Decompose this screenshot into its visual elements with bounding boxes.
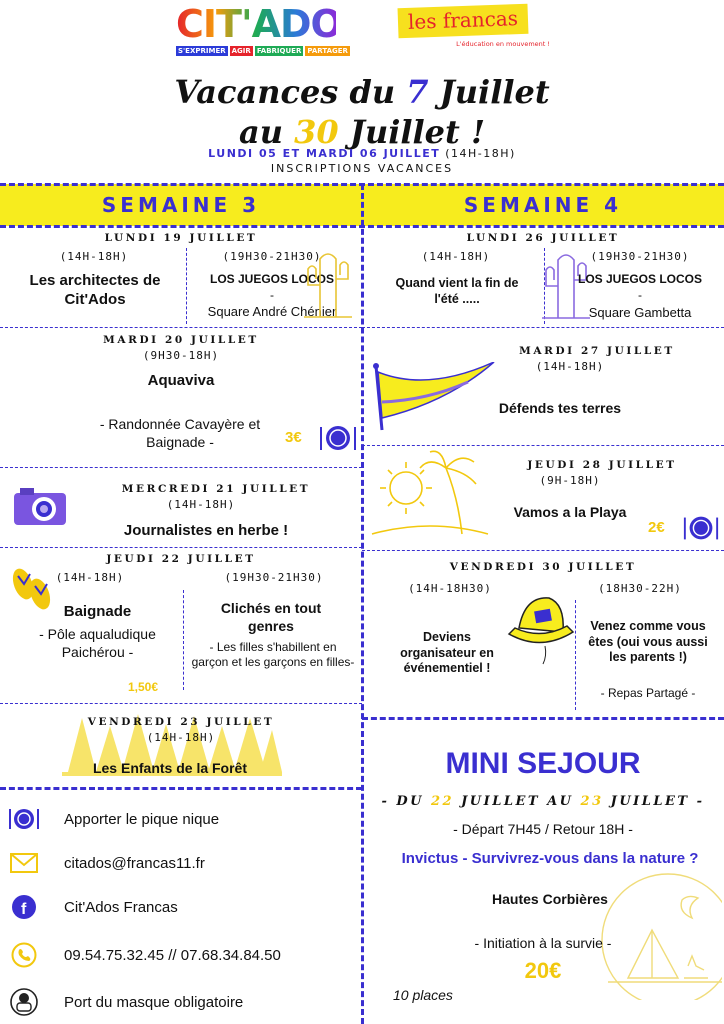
- hours: (18H30-22H): [598, 582, 682, 595]
- citados-logo-text: CIT'ADOS: [176, 2, 369, 46]
- beach-icon: [370, 448, 490, 538]
- mini-sejour-title: MINI SEJOUR: [445, 747, 641, 780]
- divider: [0, 547, 362, 548]
- info-text: Apporter le pique nique: [64, 810, 220, 828]
- inscription-hours: (14H-18H): [440, 147, 516, 160]
- logo-tag: FABRIQUER: [256, 47, 302, 55]
- dash: -: [270, 288, 274, 302]
- phone-numbers: 09.54.75.32.45 // 07.68.34.84.50: [64, 946, 281, 964]
- title-date: 30: [294, 113, 339, 151]
- citados-logo: [176, 2, 369, 62]
- activity: Les architectes de Cit'Ados: [29, 272, 161, 308]
- divider: [0, 703, 362, 704]
- info-row: [8, 890, 348, 924]
- place: Square Gambetta: [588, 305, 692, 320]
- hours: (19H30-21H30): [222, 250, 322, 263]
- divider: [362, 550, 724, 551]
- plate-icon: [318, 424, 358, 452]
- inscription-label: INSCRIPTIONS VACANCES: [270, 162, 454, 175]
- mini-sejour-initiation: - Initiation à la survie -: [474, 935, 612, 951]
- bucket-hat-icon: [505, 582, 577, 668]
- title-part: Juillet: [428, 73, 550, 111]
- divider: [183, 590, 184, 690]
- activity-detail: - Les filles s'habillent en garçon et les garçons en filles-: [191, 640, 355, 669]
- center-divider: [361, 184, 364, 1024]
- day-label: LUNDI 26 JUILLET: [466, 232, 620, 244]
- page-title: [0, 72, 724, 152]
- activity: Quand vient la fin de l'été .....: [395, 276, 519, 306]
- activity-detail: - Repas Partagé -: [600, 686, 696, 700]
- date-part: - DU: [381, 794, 432, 809]
- title-part: Juillet !: [338, 113, 485, 151]
- activity: Journalistes en herbe !: [123, 522, 289, 539]
- plate-icon: [682, 514, 720, 542]
- activity: Venez comme vous êtes (oui vous aussi les parents !): [588, 619, 708, 665]
- activity: Les Enfants de la Forêt: [92, 760, 248, 776]
- inscription-days: LUNDI 05 ET MARDI 06 JUILLET: [208, 147, 441, 160]
- hours: (14H-18H): [59, 250, 129, 263]
- hours: (9H30-18H): [142, 349, 220, 362]
- svg-text:f: f: [21, 901, 27, 918]
- activity-detail: - Randonnée Cavayère et Baignade -: [99, 416, 261, 451]
- mask-icon: [8, 986, 40, 1018]
- week3-title: SEMAINE 3: [101, 193, 261, 217]
- info-text: Port du masque obligatoire: [64, 993, 244, 1011]
- activity: Clichés en tout genres: [220, 600, 322, 634]
- hours: (19H30-21H30): [590, 250, 690, 263]
- divider: [362, 717, 724, 720]
- activity: LOS JUEGOS LOCOS: [209, 272, 335, 286]
- hours: (14H-18H30): [408, 582, 492, 595]
- hours: (14H-18H): [535, 360, 605, 373]
- francas-logo-text: les francas: [398, 4, 529, 39]
- hours: (14H-18H): [166, 498, 236, 511]
- cactus-icon: [300, 245, 356, 319]
- price: 2€: [648, 519, 665, 536]
- divider: [186, 248, 187, 324]
- facebook-icon: [8, 891, 40, 923]
- mini-sejour-depart: - Départ 7H45 / Retour 18H -: [453, 821, 633, 837]
- title-date: 7: [406, 73, 429, 111]
- price: 1,50€: [128, 680, 159, 694]
- citados-logo-tags: [176, 46, 348, 56]
- mail-icon: [8, 847, 40, 879]
- date-part: JUILLET AU: [454, 794, 581, 809]
- divider: [0, 787, 362, 790]
- day-label: MERCREDI 21 JUILLET: [121, 483, 311, 495]
- title-part: au: [238, 113, 295, 151]
- title-part: Vacances du: [174, 73, 407, 111]
- mini-sejour-places: 10 places: [393, 987, 453, 1003]
- hours: (14H-18H): [146, 731, 216, 744]
- phone-icon: [8, 939, 40, 971]
- day-label: MARDI 27 JUILLET: [519, 345, 675, 357]
- activity: Baignade: [63, 603, 132, 620]
- inscription-dates: [0, 147, 724, 160]
- activity: Aquaviva: [147, 372, 215, 389]
- date-num: 23: [580, 794, 604, 809]
- date-num: 22: [431, 794, 455, 809]
- divider: [0, 327, 362, 328]
- info-row: [8, 938, 348, 972]
- divider: [362, 445, 724, 446]
- info-row: [8, 846, 348, 880]
- hours: (14H-18H): [55, 571, 125, 584]
- activity: Vamos a la Playa: [513, 504, 627, 520]
- activity: Défends tes terres: [498, 400, 622, 416]
- francas-tagline: L'éducation en mouvement !: [456, 40, 550, 48]
- hours: (14H-18H): [421, 250, 491, 263]
- email-link[interactable]: citados@francas11.fr: [64, 854, 205, 872]
- logo-tag: S'EXPRIMER: [178, 47, 226, 55]
- activity: LOS JUEGOS LOCOS: [577, 272, 703, 286]
- francas-logo: [398, 6, 554, 56]
- day-label: MARDI 20 JUILLET: [103, 334, 259, 346]
- mini-sejour-name: Invictus - Survivrez-vous dans la nature ?: [401, 850, 699, 867]
- info-row: [8, 985, 348, 1019]
- logo-tag: PARTAGER: [307, 47, 348, 55]
- logo-tag: AGIR: [231, 47, 251, 55]
- dash: -: [638, 288, 642, 302]
- week4-title: SEMAINE 4: [463, 193, 623, 217]
- mini-sejour-price: 20€: [524, 958, 562, 983]
- day-label: LUNDI 19 JUILLET: [104, 232, 258, 244]
- day-label: VENDREDI 23 JUILLET: [87, 716, 275, 728]
- activity: Deviens organisateur en événementiel !: [400, 630, 494, 676]
- mini-sejour-dates: [362, 794, 724, 809]
- hours: (19H30-21H30): [224, 571, 324, 584]
- info-row: [8, 802, 348, 836]
- activity-detail: - Pôle aqualudique Paichérou -: [39, 626, 156, 661]
- divider: [362, 327, 724, 328]
- date-part: JUILLET -: [603, 794, 705, 809]
- divider: [575, 600, 576, 710]
- place: Square André Chénier: [207, 304, 337, 319]
- day-label: VENDREDI 30 JUILLET: [449, 561, 637, 573]
- divider: [0, 467, 362, 468]
- hours: (9H-18H): [539, 474, 601, 487]
- plate-icon: [8, 803, 40, 835]
- mini-sejour-place: Hautes Corbières: [492, 891, 608, 907]
- facebook-link[interactable]: Cit'Ados Francas: [64, 898, 178, 916]
- day-label: JEUDI 22 JUILLET: [106, 553, 256, 565]
- price: 3€: [285, 429, 302, 446]
- day-label: JEUDI 28 JUILLET: [527, 459, 677, 471]
